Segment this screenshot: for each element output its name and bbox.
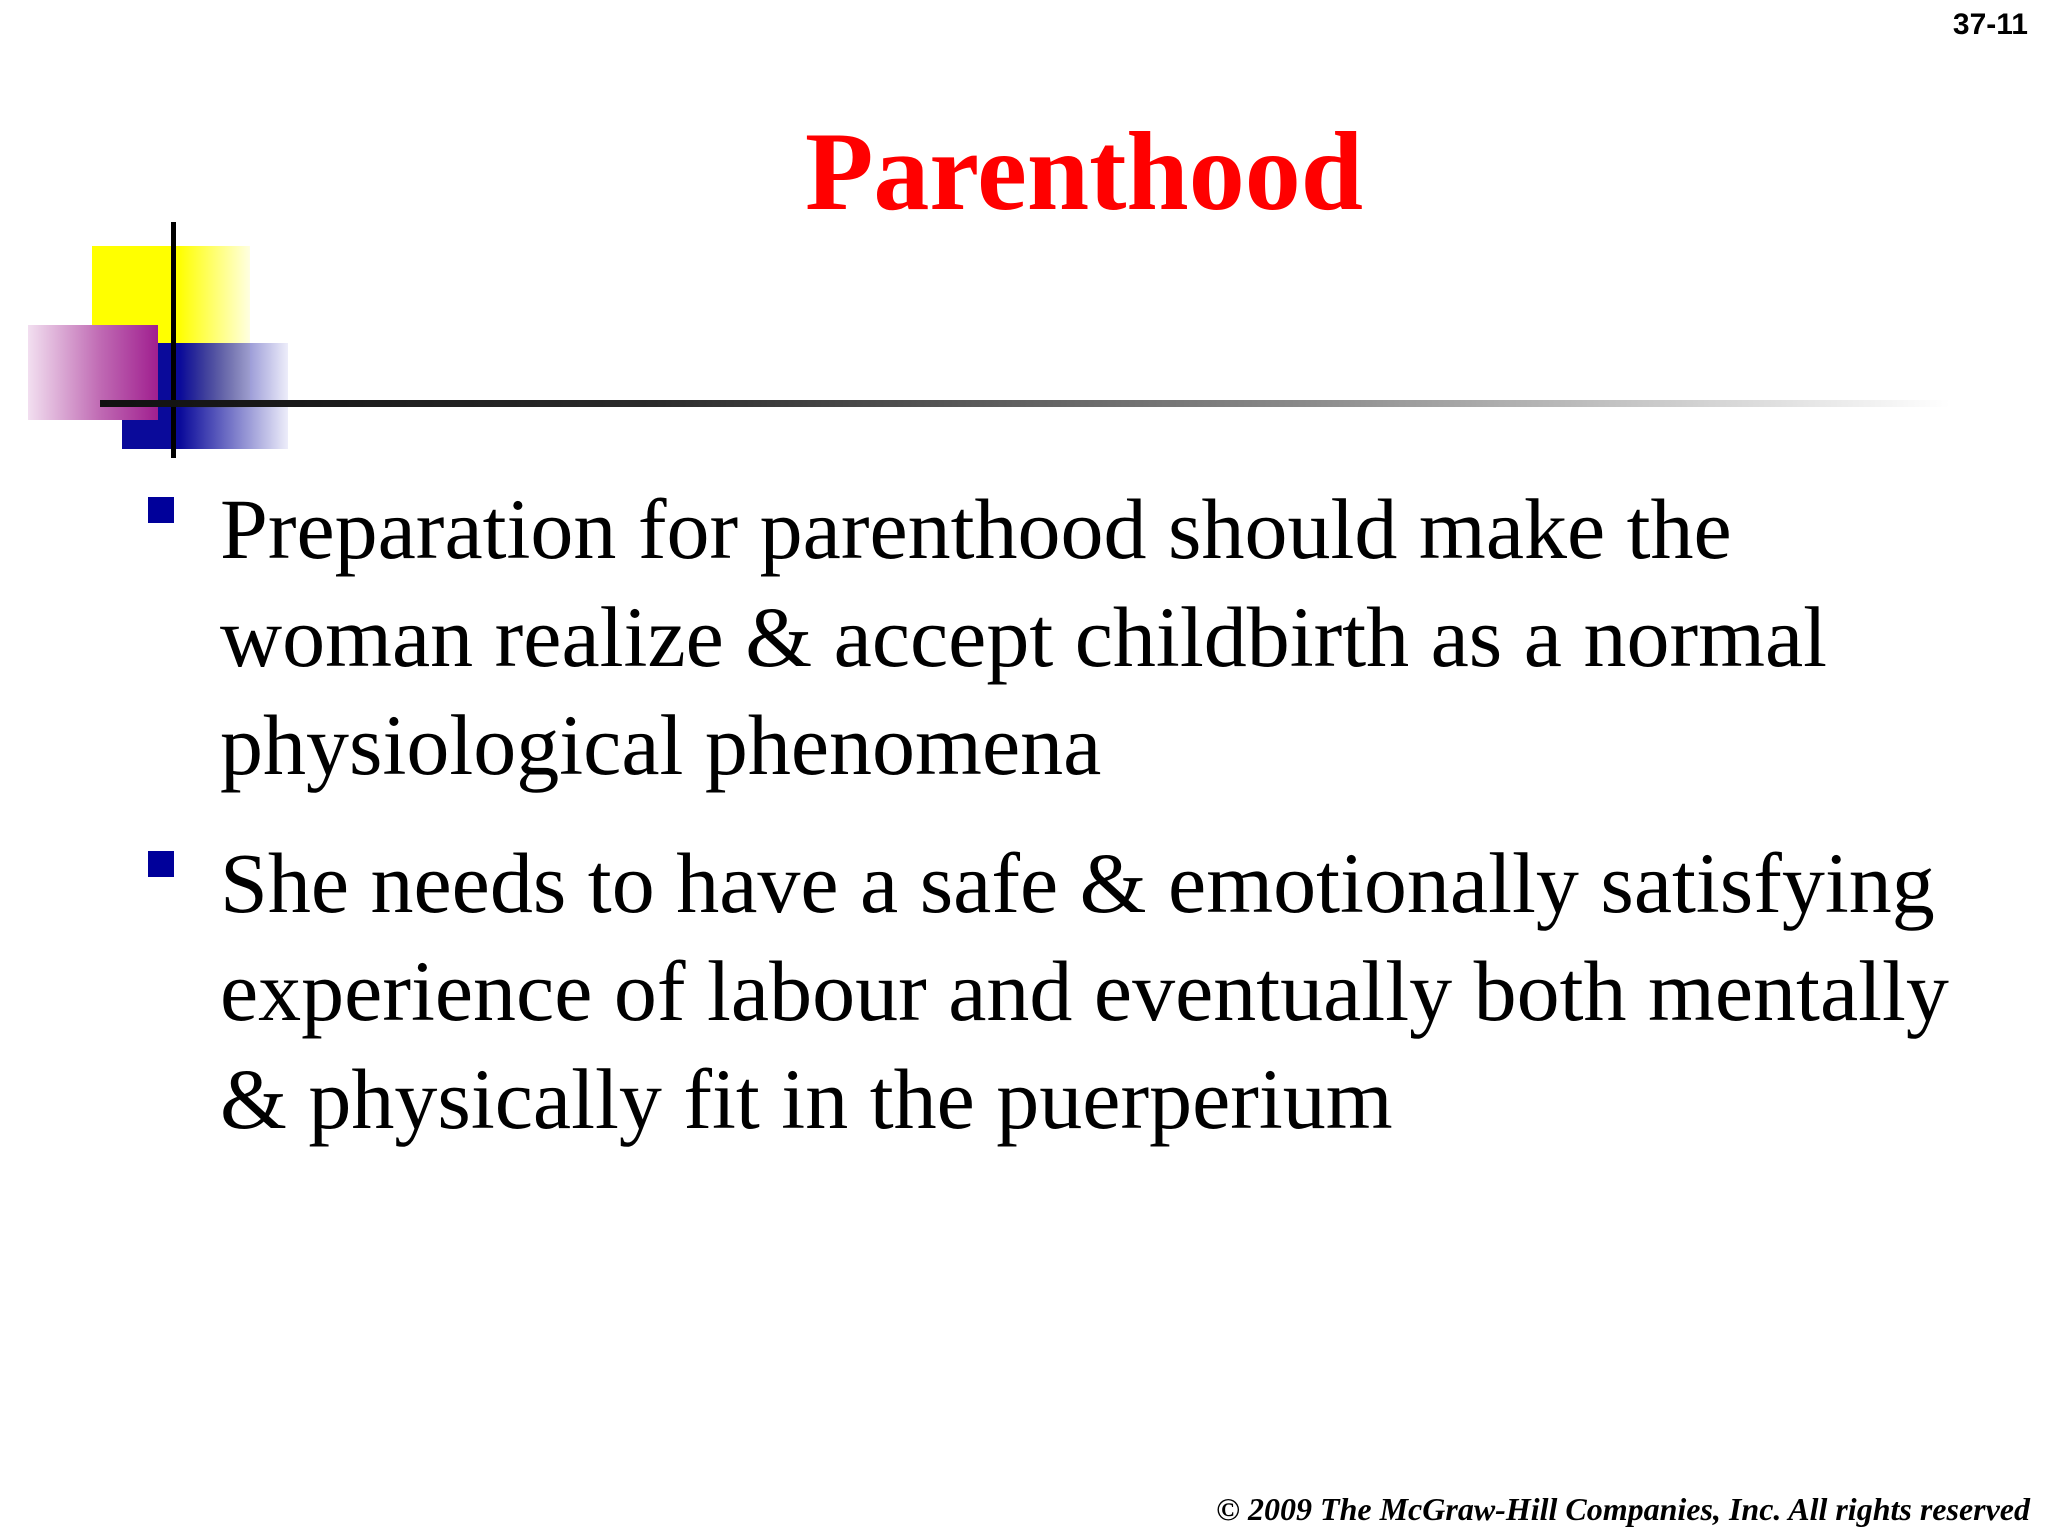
bullet-list	[140, 475, 2000, 1183]
slide-title: Parenthood	[805, 110, 1363, 234]
square-bullet-icon	[148, 851, 174, 877]
title-divider-line	[100, 400, 1950, 407]
square-bullet-icon	[148, 497, 174, 523]
decor-vertical-line	[171, 222, 176, 458]
copyright-footer: © 2009 The McGraw-Hill Companies, Inc. All rights reserved	[1216, 1491, 2030, 1527]
bullet-text: She needs to have a safe & emotionally satisfying experience of labour and eventually both mentally & physically fit in the puerperium	[220, 835, 1949, 1147]
slide-number: 37-11	[1952, 8, 2028, 41]
bullet-item	[140, 829, 2000, 1153]
bullet-text: Preparation for parenthood should make the woman realize & accept childbirth as a normal physiological phenomena	[220, 481, 1828, 793]
bullet-item	[140, 475, 2000, 799]
